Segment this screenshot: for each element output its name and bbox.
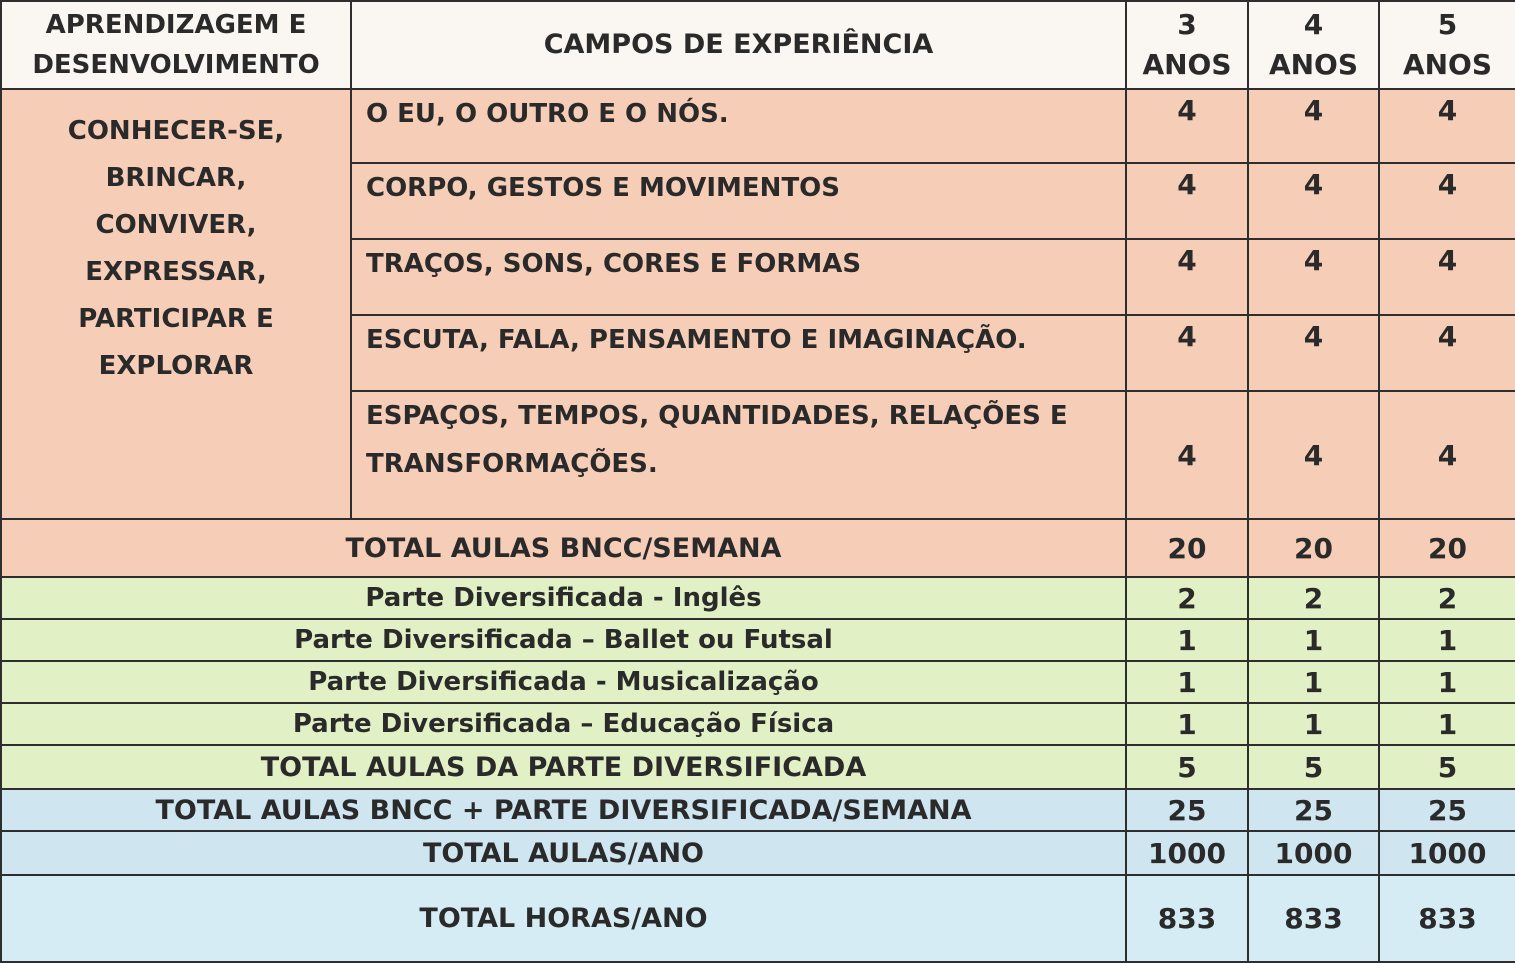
total-ano-value: 1000 xyxy=(1248,831,1379,875)
total-diversificada-value: 5 xyxy=(1248,745,1379,789)
diversificada-value: 1 xyxy=(1379,661,1515,703)
total-bncc-row xyxy=(1,519,1515,577)
total-diversificada-value: 5 xyxy=(1379,745,1515,789)
diversificada-value: 1 xyxy=(1248,619,1379,661)
diversificada-label: Parte Diversificada - Musicalização xyxy=(1,661,1126,703)
diversificada-value: 2 xyxy=(1248,577,1379,619)
total-semana-value: 25 xyxy=(1379,789,1515,831)
campo-value: 4 xyxy=(1126,315,1248,391)
total-diversificada-row xyxy=(1,745,1515,789)
campo-value: 4 xyxy=(1126,239,1248,315)
campo-label: CORPO, GESTOS E MOVIMENTOS xyxy=(351,163,1126,239)
total-ano-value: 1000 xyxy=(1379,831,1515,875)
diversificada-label: Parte Diversificada – Educação Física xyxy=(1,703,1126,745)
total-bncc-value: 20 xyxy=(1126,519,1248,577)
campo-value: 4 xyxy=(1379,89,1515,163)
total-horas-value: 833 xyxy=(1126,875,1248,962)
campo-value: 4 xyxy=(1379,391,1515,519)
campo-value: 4 xyxy=(1248,239,1379,315)
total-bncc-value: 20 xyxy=(1248,519,1379,577)
total-bncc-value: 20 xyxy=(1379,519,1515,577)
total-diversificada-label: TOTAL AULAS DA PARTE DIVERSIFICADA xyxy=(1,745,1126,789)
campo-label: ESCUTA, FALA, PENSAMENTO E IMAGINAÇÃO. xyxy=(351,315,1126,391)
diversificada-label: Parte Diversificada – Ballet ou Futsal xyxy=(1,619,1126,661)
total-horas-value: 833 xyxy=(1379,875,1515,962)
campo-value: 4 xyxy=(1379,163,1515,239)
total-horas-row xyxy=(1,875,1515,962)
total-semana-value: 25 xyxy=(1126,789,1248,831)
total-ano-value: 1000 xyxy=(1126,831,1248,875)
campo-value: 4 xyxy=(1248,163,1379,239)
campo-value: 4 xyxy=(1126,391,1248,519)
campo-value: 4 xyxy=(1248,391,1379,519)
total-bncc-label: TOTAL AULAS BNCC/SEMANA xyxy=(1,519,1126,577)
diversificada-value: 2 xyxy=(1379,577,1515,619)
diversificada-row xyxy=(1,661,1515,703)
campo-value: 4 xyxy=(1379,239,1515,315)
total-ano-label: TOTAL AULAS/ANO xyxy=(1,831,1126,875)
diversificada-value: 1 xyxy=(1248,703,1379,745)
diversificada-value: 1 xyxy=(1126,661,1248,703)
campo-value: 4 xyxy=(1248,315,1379,391)
diversificada-row xyxy=(1,577,1515,619)
diversificada-row xyxy=(1,619,1515,661)
total-semana-row xyxy=(1,789,1515,831)
diversificada-label: Parte Diversificada - Inglês xyxy=(1,577,1126,619)
campo-label: O EU, O OUTRO E O NÓS. xyxy=(351,89,1126,163)
campo-value: 4 xyxy=(1248,89,1379,163)
total-horas-value: 833 xyxy=(1248,875,1379,962)
campo-value: 4 xyxy=(1379,315,1515,391)
total-semana-label: TOTAL AULAS BNCC + PARTE DIVERSIFICADA/SEMANA xyxy=(1,789,1126,831)
diversificada-value: 2 xyxy=(1126,577,1248,619)
diversificada-value: 1 xyxy=(1379,619,1515,661)
campo-value: 4 xyxy=(1126,89,1248,163)
diversificada-value: 1 xyxy=(1379,703,1515,745)
header-row xyxy=(1,1,1515,89)
diversificada-value: 1 xyxy=(1126,619,1248,661)
campo-label: TRAÇOS, SONS, CORES E FORMAS xyxy=(351,239,1126,315)
total-semana-value: 25 xyxy=(1248,789,1379,831)
age-header-3: 3 ANOS xyxy=(1126,1,1248,89)
diversificada-value: 1 xyxy=(1248,661,1379,703)
campos-header: CAMPOS DE EXPERIÊNCIA xyxy=(351,1,1126,89)
campo-row xyxy=(1,89,1515,163)
total-ano-row xyxy=(1,831,1515,875)
campo-label: ESPAÇOS, TEMPOS, QUANTIDADES, RELAÇÕES E TRANSFORMAÇÕES. xyxy=(351,391,1126,519)
diversificada-value: 1 xyxy=(1126,703,1248,745)
total-horas-label: TOTAL HORAS/ANO xyxy=(1,875,1126,962)
aprendizagem-cell: CONHECER-SE, BRINCAR, CONVIVER, EXPRESSAR, PARTICIPAR E EXPLORAR xyxy=(1,89,351,519)
diversificada-row xyxy=(1,703,1515,745)
total-diversificada-value: 5 xyxy=(1126,745,1248,789)
age-header-5: 5 ANOS xyxy=(1379,1,1515,89)
campo-value: 4 xyxy=(1126,163,1248,239)
age-header-4: 4 ANOS xyxy=(1248,1,1379,89)
aprendizagem-header: APRENDIZAGEM E DESENVOLVIMENTO xyxy=(1,1,351,89)
